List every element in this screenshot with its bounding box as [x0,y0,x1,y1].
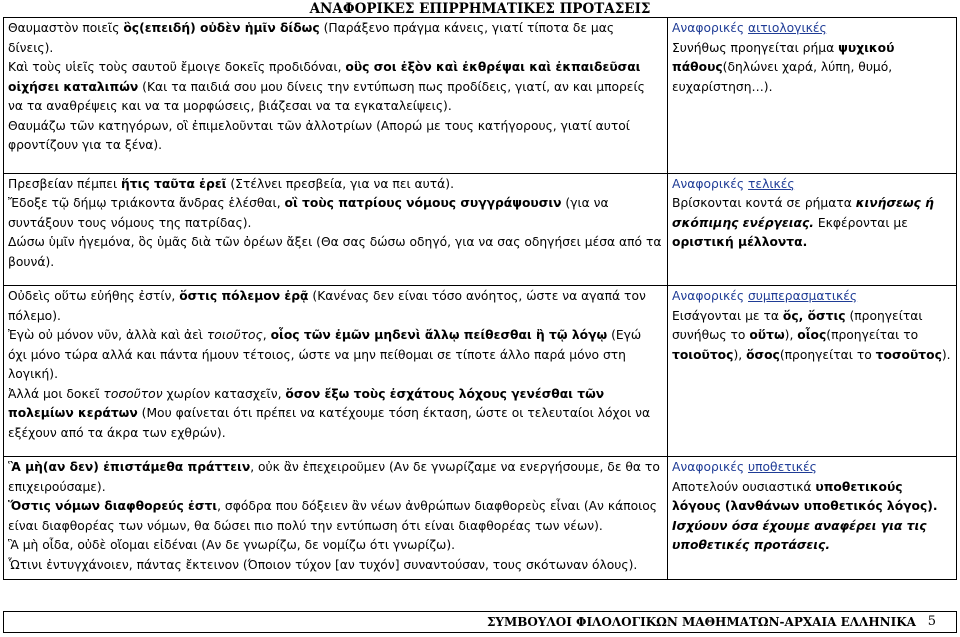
description-cell [668,173,957,286]
description-cell [668,18,957,174]
text-run: (Κανένας δεν είναι τόσο ανόητος, ώστε να αγαπά τον πόλεμο). [8,289,646,323]
text-run: , οὐκ ἂν ἐπεχειροῦμεν (Αν δε γνωρίζαμε να ενεργήσουμε, δε θα το επιχειρούσαμε). [8,460,660,494]
text-run: (Μου φαίνεται ότι πρέπει να κατέχουμε τόση έκταση, ώστε οι τελευταίοι λόχοι να εξέχουν από τα άκρα των εχθρών). [8,406,651,440]
text-run: οὓς σοι ἐξὸν καὶ ἐκθρέψαι καὶ ἐκπαιδεῦσαι οἰχήσει καταλιπών [8,60,641,94]
clause-type-heading [672,458,952,478]
text-run: ), [784,328,798,342]
text-run: Αναφορικές [672,289,749,303]
text-run: , [262,328,271,342]
text-run: ὅσος [746,347,780,362]
example-sentence [8,233,663,272]
example-sentence [8,458,663,497]
text-run: τελικές [748,176,795,191]
table-row [4,457,957,580]
text-run: (για να συντάξουν τους νόμους της πατρίδας). [8,196,609,230]
text-run: Εκφέρονται με [813,215,908,230]
description-cell [668,286,957,457]
example-sentence [8,536,663,556]
text-run: Συνήθως προηγείται ρήμα [672,40,839,55]
page-title: ΑΝΑΦΟΡΙΚΕΣ ΕΠΙΡΡΗΜΑΤΙΚΕΣ ΠΡΟΤΑΣΕΙΣ [309,1,651,17]
text-run: τοσοῦτον [103,386,163,401]
text-run: ὃς(επειδή) οὐδὲν ἡμῖν δίδως [123,21,320,35]
clause-type-heading [672,19,952,39]
table-row [4,18,957,174]
text-run: Ἔδοξε τῷ δήμῳ τριάκοντα ἄνδρας ἑλέσθαι, [8,196,285,210]
clause-type-heading [672,175,952,195]
text-run: Αποτελούν ουσιαστικά [672,479,816,494]
text-run: Αναφορικές [672,176,749,191]
clause-type-heading [672,287,952,307]
example-sentence [8,287,663,326]
examples-cell [4,286,668,457]
text-run: ἥτις ταῦτα ἐρεῖ [121,176,227,191]
text-run: Καὶ τοὺς υἱεῖς τοὺς σαυτοῦ ἔμοιγε δοκεῖς προδιδόναι, [8,60,346,74]
text-run: (Παράξενο πράγμα κάνεις, γιατί τίποτα δε μας δίνεις). [8,21,615,55]
example-sentence [8,326,663,385]
page-number: 5 [927,614,936,629]
text-run: Ἃ μὴ(αν δεν) ἐπιστάμεθα πράττειν [8,460,251,474]
text-run: Βρίσκονται κοντά σε ρήματα [672,196,856,210]
text-run: ). [941,347,951,362]
clause-description [672,478,952,517]
text-run: Ὅστις νόμων διαφθορεύς ἐστι [8,499,218,513]
text-run: Ἐγὼ οὐ μόνον νῦν, ἀλλὰ καὶ ἀεὶ [8,328,207,342]
examples-cell [4,173,668,286]
text-run: Θαυμαστὸν ποιεῖς [8,21,124,35]
example-sentence [8,556,663,576]
text-run: συμπερασματικές [748,289,858,303]
text-run: ὅστις πόλεμον ἐρᾷ [179,289,309,303]
example-sentence [8,175,663,195]
text-run: χωρίον κατασχεῖν, [162,386,286,401]
text-run: (Στέλνει πρεσβεία, για να πει αυτά). [226,176,454,191]
text-run: (προηγείται συνήθως το [672,308,923,342]
text-run: οἷος τῶν ἐμῶν μηδενὶ ἄλλῳ πείθεσθαι ἢ τῷ λόγῳ [270,328,608,342]
text-run: Ισχύουν όσα έχουμε αναφέρει για τις υποθετικές προτάσεις. [672,518,927,552]
example-sentence [8,19,663,58]
text-run: Θαυμάζω τῶν κατηγόρων, οἳ ἐπιμελοῦνται τῶν ἀλλοτρίων (Απορώ με τους κατήγορους, γιατί αυτοί φροντίζουν για τα ξένα). [8,118,630,152]
relative-clauses-table [3,17,957,580]
spacer [8,272,663,281]
page-footer [3,611,957,633]
text-run: αιτιολογικές [748,21,827,35]
text-run: ὅσον ἔξω τοὺς ἐσχάτους λόχους γενέσθαι τῶν πολεμίων κεράτων [8,386,605,420]
text-run: ὅς, ὅστις [782,308,846,323]
clause-description [672,307,952,366]
text-run: Ἃ μὴ οἶδα, οὐδὲ οἴομαι εἰδέναι (Αν δε γνωρίζω, δε νομίζω ότι γνωρίζω). [8,538,456,552]
text-run: Αναφορικές [672,460,749,474]
description-cell [668,457,957,580]
examples-cell [4,457,668,580]
footer-text: ΣΥΜΒΟΥΛΟΙ ΦΙΛΟΛΟΓΙΚΩΝ ΜΑΘΗΜΑΤΩΝ-ΑΡΧΑΙΑ ΕΛΛΗΝΙΚΑ [486,615,916,629]
text-run: υποθετικούς λόγους (λανθάνων υποθετικός λόγος). [672,479,938,513]
text-run: οριστική μέλλοντα. [672,235,808,249]
text-run: ), [733,347,747,362]
text-run: οὕτω [749,328,785,342]
text-run: οἷος [797,328,827,342]
example-sentence [8,117,663,156]
text-run: τοιοῦτος [672,347,734,362]
text-run: υποθετικές [748,460,817,474]
text-run: Αναφορικές [672,21,749,35]
spacer [8,443,663,452]
text-run: Ὧτινι ἐντυγχάνοιεν, πάντας ἔκτεινον (Όποιον τύχον [αν τυχόν] συναντούσαν, τους σκότωναν όλους). [8,557,638,572]
text-run: Οὐδεὶς οὕτω εὐήθης ἐστίν, [8,289,180,303]
text-run: τοσοῦτος [875,347,942,362]
text-run: οἳ τοὺς πατρίους νόμους συγγράψουσιν [284,196,562,210]
text-run: Ἀλλά μοι δοκεῖ [8,386,104,401]
examples-cell [4,18,668,174]
clause-description [672,39,952,98]
table-row [4,286,957,457]
text-run: (δηλώνει χαρά, λύπη, θυμό, ευχαρίστηση…). [672,60,893,94]
text-run: Εισάγονται με τα [672,308,783,323]
example-sentence [8,385,663,444]
clause-description [672,194,952,253]
text-run: , σφόδρα που δόξειεν ἂν νέων ἀνθρώπων διαφθορεὺς εἶναι (Αν κάποιος είναι διαφθορέας των νόμων, θα δώσει πιο πολύ την εντύπωση ότι είναι διαφθορέας των νέων). [8,499,658,533]
example-sentence [8,497,663,536]
text-run: (Και τα παιδιά σου μου δίνεις την εντύπωση πως προδίδεις, γιατί, αν και μπορείς να τα αναθρέψεις και να τα μορφώσεις, βιάζεσαι να τα εγκαταλείψεις). [8,79,645,113]
text-run: τοιοῦτος [206,328,263,342]
text-run: κινήσεως ή σκόπιμης ενέργειας. [672,196,934,230]
table-row [4,173,957,286]
text-run: (προηγείται το [779,347,876,362]
text-run: Δώσω ὑμῖν ἡγεμόνα, ὃς ὑμᾶς διὰ τῶν ὀρέων ἄξει (Θα σας δώσω οδηγό, για να σας οδηγήσει μέσα από τα βουνά). [8,235,662,269]
spacer [8,156,663,169]
text-run: (προηγείται το [826,328,919,342]
clause-description [672,517,952,556]
example-sentence [8,58,663,117]
text-run: (Εγώ όχι μόνο τώρα αλλά και πάντα ήμουν τέτοιος, ώστε να μην πείθομαι σε τίποτε άλλο παρά μόνο στη λογική). [8,328,642,381]
text-run: ψυχικού πάθους [672,40,895,74]
example-sentence [8,194,663,233]
text-run: Πρεσβείαν πέμπει [8,176,122,191]
